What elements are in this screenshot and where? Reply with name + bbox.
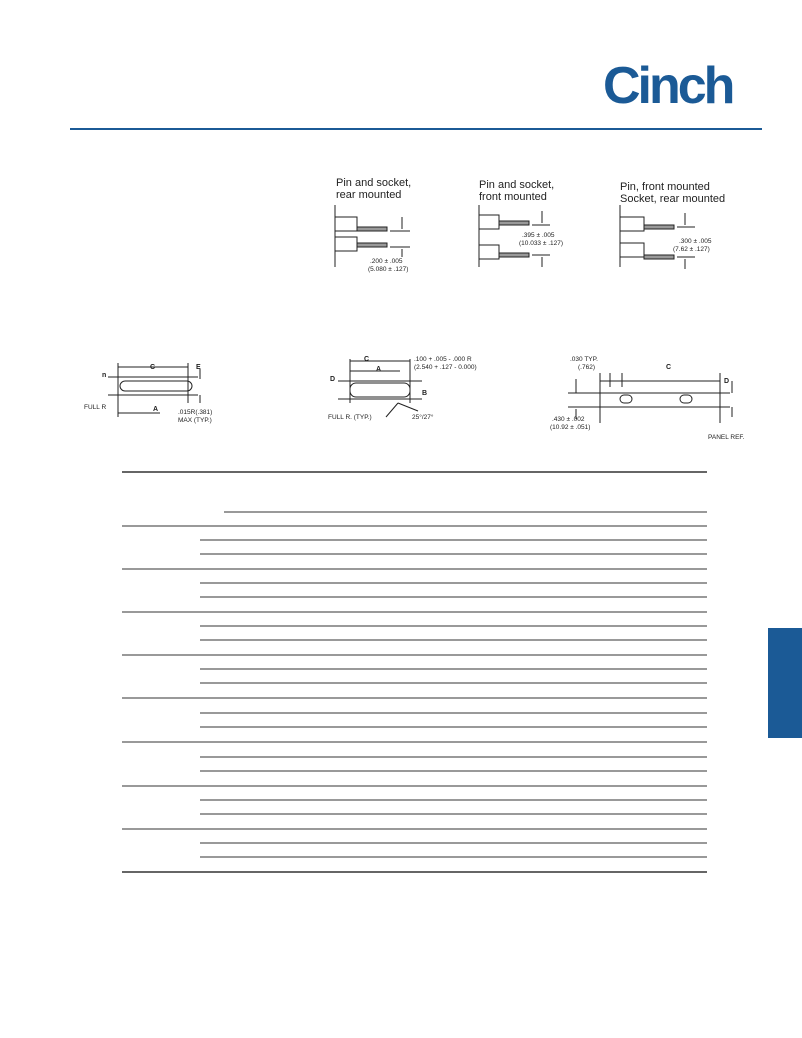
cut-right-typ1: .030 TYP. bbox=[570, 356, 598, 363]
cut-right-D: D bbox=[724, 378, 730, 385]
cut-mid-A: A bbox=[376, 366, 382, 373]
cut-mid-D: D bbox=[330, 376, 336, 383]
mixed-dim-1: .300 ± .005 bbox=[679, 238, 712, 245]
cut-mid-C: C bbox=[364, 356, 370, 363]
front-dim-1: .395 ± .005 bbox=[522, 232, 555, 239]
cut-right-dim1: .430 ± .002 bbox=[552, 416, 585, 423]
cinch-logo: Cinch bbox=[603, 57, 733, 115]
cut-left-E: E bbox=[196, 364, 201, 371]
front-dim-2: (10.033 ± .127) bbox=[519, 240, 564, 247]
cut-mid-B: B bbox=[422, 390, 428, 397]
cut-left-n: n bbox=[102, 372, 107, 379]
mixed-mounted-caption: Pin, front mounted Socket, rear mounted bbox=[620, 181, 726, 205]
mixed-dim-2: (7.62 ± .127) bbox=[673, 246, 710, 253]
rear-dim-2: (5.080 ± .127) bbox=[368, 266, 409, 273]
cut-mid-angle: 25°/27° bbox=[412, 414, 434, 421]
front-mounted-caption: Pin and socket, front mounted bbox=[479, 179, 555, 203]
cut-right-C: C bbox=[666, 364, 672, 371]
rear-dim-1: .200 ± .005 bbox=[370, 258, 403, 265]
cut-left-rad1: .015R(.381) bbox=[178, 409, 213, 416]
cut-left-rad2: MAX (TYP.) bbox=[178, 417, 212, 424]
cut-right-dim2: (10.92 ± .051) bbox=[550, 424, 591, 431]
cut-mid-r1: .100 + .005 - .000 R bbox=[414, 356, 472, 363]
cut-left-A: A bbox=[153, 406, 159, 413]
cut-right-panel: PANEL REF. bbox=[708, 434, 745, 441]
cut-left-fullr: FULL R bbox=[84, 404, 107, 411]
rear-mounted-caption: Pin and socket, rear mounted bbox=[336, 177, 412, 201]
cut-mid-fullr: FULL R. (TYP.) bbox=[328, 414, 372, 421]
table-lines bbox=[122, 472, 707, 872]
cut-right-typ2: (.762) bbox=[578, 364, 595, 371]
cut-mid-r2: (2.540 + .127 - 0.000) bbox=[414, 364, 477, 371]
cut-left-C: C bbox=[150, 364, 156, 371]
